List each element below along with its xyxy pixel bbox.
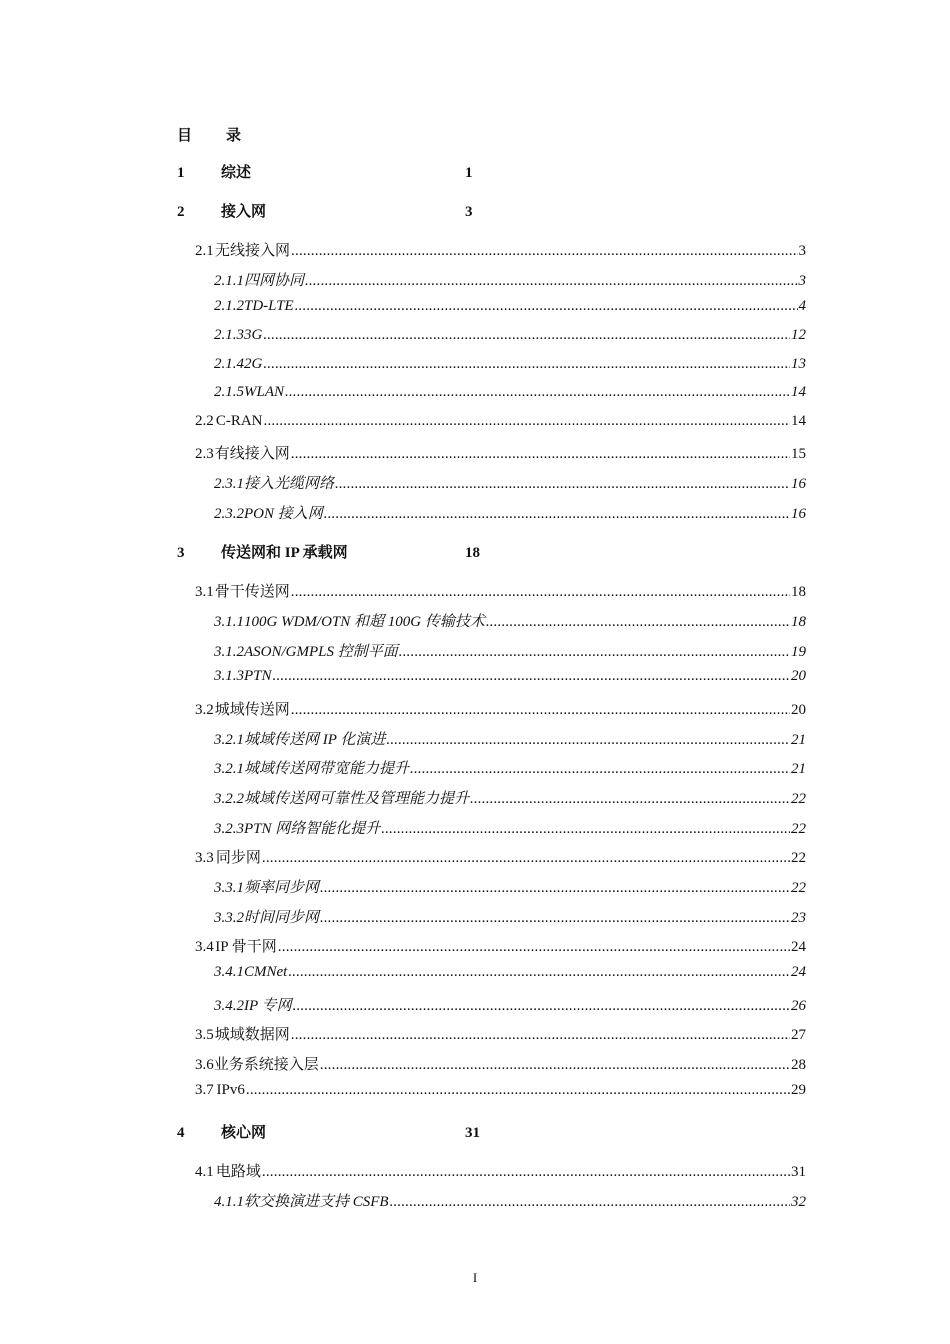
- toc-leader-dots: [278, 939, 790, 956]
- toc-entry-level-3[interactable]: [214, 384, 806, 406]
- toc-entry-number: 2.1: [195, 243, 214, 259]
- toc-entry-number: 3.2.2: [214, 791, 244, 807]
- toc-entry-level-3[interactable]: [214, 994, 806, 1016]
- toc-entry-page: 14: [791, 384, 806, 400]
- toc-entry-level-2[interactable]: [195, 442, 806, 464]
- toc-entry-level-2[interactable]: [195, 580, 806, 602]
- toc-leader-dots: [381, 821, 790, 838]
- toc-entry-number: 3.2.1: [214, 732, 244, 748]
- toc-leader-dots: [295, 298, 798, 315]
- toc-entry-page: 23: [791, 910, 806, 926]
- toc-leader-dots: [293, 998, 790, 1015]
- toc-entry-page: 20: [791, 702, 806, 718]
- toc-leader-dots: [291, 1027, 790, 1044]
- toc-entry-level-3[interactable]: [214, 906, 806, 928]
- toc-entry-page: 15: [791, 446, 806, 462]
- toc-entry-level-3[interactable]: [214, 640, 806, 662]
- toc-entry-level-3[interactable]: [214, 502, 806, 524]
- toc-entry-page: 3: [465, 204, 473, 220]
- toc-entry-number: 3.4.1: [214, 964, 244, 980]
- toc-entry-title: 综述: [221, 165, 252, 181]
- toc-entry-title: 软交换演进支持 CSFB: [244, 1194, 389, 1210]
- toc-entry-title: PTN: [244, 668, 272, 684]
- toc-entry-page: 16: [791, 506, 806, 522]
- toc-leader-dots: [264, 413, 791, 430]
- toc-entry-number: 4: [177, 1125, 185, 1141]
- toc-entry-number: 4.1.1: [214, 1194, 244, 1210]
- toc-entry-level-3[interactable]: [214, 1190, 806, 1212]
- toc-leader-dots: [390, 1194, 790, 1211]
- toc-entry-title: 接入网: [221, 204, 267, 220]
- toc-entry-level-3[interactable]: [214, 327, 806, 349]
- toc-entry-level-3[interactable]: [214, 817, 806, 839]
- toc-entry-level-1[interactable]: [177, 200, 473, 222]
- toc-entry-title: IP 骨干网: [215, 939, 277, 955]
- toc-entry-title: 城域数据网: [214, 1027, 290, 1043]
- toc-leader-dots: [324, 506, 790, 523]
- toc-entry-number: 2.3.1: [214, 476, 244, 492]
- toc-entry-number: 2.1.2: [214, 298, 244, 314]
- toc-leader-dots: [291, 702, 790, 719]
- toc-entry-number: 3.1: [195, 584, 214, 600]
- toc-entry-title: WLAN: [244, 384, 285, 400]
- toc-entry-page: 29: [791, 1082, 806, 1098]
- toc-entry-level-3[interactable]: [214, 472, 806, 494]
- toc-entry-title: 城域传送网带宽能力提升: [244, 761, 410, 777]
- toc-entry-page: 14: [791, 413, 806, 429]
- toc-entry-page: 24: [791, 964, 806, 980]
- toc-entry-page: 20: [791, 668, 806, 684]
- toc-entry-page: 28: [791, 1057, 806, 1073]
- toc-entry-page: 22: [791, 850, 806, 866]
- toc-leader-dots: [386, 732, 790, 749]
- toc-entry-number: 2.3: [195, 446, 214, 462]
- toc-leader-dots: [291, 243, 797, 260]
- toc-entry-level-2[interactable]: [195, 1053, 806, 1075]
- toc-entry-number: 2.1.4: [214, 356, 244, 372]
- toc-entry-page: 27: [791, 1027, 806, 1043]
- toc-leader-dots: [262, 1164, 790, 1181]
- toc-entry-page: 13: [791, 356, 806, 372]
- toc-entry-title: PON 接入网: [244, 506, 323, 522]
- toc-entry-page: 18: [791, 584, 806, 600]
- toc-entry-title: 骨干传送网: [214, 584, 290, 600]
- toc-entry-number: 4.1: [195, 1164, 214, 1180]
- toc-entry-title: 接入光缆网络: [244, 476, 335, 492]
- toc-entry-level-3[interactable]: [214, 876, 806, 898]
- toc-leader-dots: [285, 384, 790, 401]
- toc-entry-page: 26: [791, 998, 806, 1014]
- toc-entry-title: 有线接入网: [214, 446, 290, 462]
- toc-entry-page: 3: [798, 243, 806, 259]
- toc-entry-number: 3.1.1: [214, 614, 244, 630]
- toc-entry-title: IP 专网: [244, 998, 292, 1014]
- toc-leader-dots: [291, 584, 790, 601]
- toc-entry-title: 电路域: [215, 1164, 261, 1180]
- toc-leader-dots: [320, 880, 790, 897]
- toc-entry-page: 31: [465, 1125, 480, 1141]
- toc-entry-title: 城域传送网可靠性及管理能力提升: [244, 791, 470, 807]
- toc-entry-title: 2G: [244, 356, 263, 372]
- toc-entry-level-2[interactable]: [195, 1082, 806, 1104]
- toc-entry-page: 18: [791, 614, 806, 630]
- toc-entry-level-3[interactable]: [214, 757, 806, 779]
- toc-entry-number: 3.4.2: [214, 998, 244, 1014]
- toc-entry-title: 业务系统接入层: [213, 1057, 319, 1073]
- toc-entry-title: IPv6: [216, 1082, 245, 1098]
- toc-entry-level-3[interactable]: [214, 610, 806, 632]
- toc-entry-level-1[interactable]: [177, 1121, 480, 1143]
- toc-entry-title: 四网协同: [244, 273, 305, 289]
- toc-leader-dots: [263, 327, 790, 344]
- toc-entry-page: 22: [791, 791, 806, 807]
- toc-entry-number: 2.1.1: [214, 273, 244, 289]
- toc-entry-level-2[interactable]: [195, 413, 806, 435]
- toc-entry-title: 核心网: [221, 1125, 267, 1141]
- toc-leader-dots: [320, 910, 790, 927]
- toc-entry-title: CMNet: [244, 964, 288, 980]
- toc-entry-number: 3.4: [195, 939, 214, 955]
- toc-entry-page: 19: [791, 644, 806, 660]
- toc-entry-title: 100G WDM/OTN 和超 100G 传输技术: [244, 614, 485, 630]
- toc-leader-dots: [399, 644, 790, 661]
- toc-entry-level-3[interactable]: [214, 298, 806, 320]
- toc-leader-dots: [335, 476, 790, 493]
- toc-entry-page: 18: [465, 545, 480, 561]
- toc-entry-number: 3.3: [195, 850, 214, 866]
- toc-entry-number: 3: [177, 545, 185, 561]
- toc-entry-number: 3.1.3: [214, 668, 244, 684]
- toc-entry-number: 2.3.2: [214, 506, 244, 522]
- toc-entry-level-2[interactable]: [195, 1023, 806, 1045]
- toc-leader-dots: [410, 761, 790, 778]
- toc-entry-page: 24: [791, 939, 806, 955]
- toc-entry-number: 2.1.5: [214, 384, 244, 400]
- toc-entry-title: 无线接入网: [215, 243, 291, 259]
- toc-entry-level-3[interactable]: [214, 728, 806, 750]
- toc-entry-page: 16: [791, 476, 806, 492]
- toc-entry-number: 2.1.3: [214, 327, 244, 343]
- toc-entry-title: C-RAN: [215, 413, 263, 429]
- toc-entry-number: 1: [177, 165, 185, 181]
- toc-entry-title: 时间同步网: [244, 910, 320, 926]
- toc-entry-level-1[interactable]: [177, 541, 480, 563]
- toc-leader-dots: [246, 1082, 790, 1099]
- page-number: I: [472, 1270, 478, 1285]
- toc-entry-page: 1: [465, 165, 473, 181]
- toc-entry-title: TD-LTE: [244, 298, 294, 314]
- toc-entry-number: 2: [177, 204, 185, 220]
- toc-entry-number: 3.2.1: [214, 761, 244, 777]
- toc-entry-number: 3.6: [195, 1057, 214, 1073]
- toc-entry-title: 同步网: [215, 850, 261, 866]
- toc-entry-title: 城域传送网 IP 化演进: [244, 732, 386, 748]
- toc-entry-level-1[interactable]: [177, 161, 473, 183]
- toc-entry-number: 3.1.2: [214, 644, 244, 660]
- toc-entry-number: 3.7: [195, 1082, 214, 1098]
- toc-entry-level-3[interactable]: [214, 356, 806, 378]
- toc-entry-title: 频率同步网: [244, 880, 320, 896]
- toc-entry-level-3[interactable]: [214, 964, 806, 986]
- toc-entry-level-2[interactable]: [195, 698, 806, 720]
- toc-leader-dots: [486, 614, 790, 631]
- toc-entry-page: 4: [798, 298, 806, 314]
- toc-entry-page: 12: [791, 327, 806, 343]
- toc-leader-dots: [288, 964, 790, 981]
- toc-entry-level-2[interactable]: [195, 239, 806, 261]
- toc-entry-number: 3.3.1: [214, 880, 244, 896]
- toc-entry-title: 传送网和 IP 承载网: [221, 545, 348, 561]
- toc-leader-dots: [305, 273, 797, 290]
- toc-leader-dots: [263, 356, 790, 373]
- toc-entry-level-2[interactable]: [195, 846, 806, 868]
- toc-entry-number: 3.2.3: [214, 821, 244, 837]
- toc-entry-title: 城域传送网: [214, 702, 290, 718]
- toc-leader-dots: [262, 850, 790, 867]
- toc-leader-dots: [291, 446, 790, 463]
- toc-leader-dots: [320, 1057, 790, 1074]
- toc-heading-char-2: 录: [226, 128, 242, 144]
- toc-leader-dots: [470, 791, 790, 808]
- toc-entry-page: 22: [791, 880, 806, 896]
- toc-entry-page: 21: [791, 761, 806, 777]
- toc-heading-char-1: 目: [177, 128, 193, 144]
- toc-entry-level-2[interactable]: [195, 935, 806, 957]
- toc-entry-title: PTN 网络智能化提升: [244, 821, 381, 837]
- toc-entry-page: 22: [791, 821, 806, 837]
- toc-entry-page: 3: [798, 273, 806, 289]
- toc-entry-page: 31: [791, 1164, 806, 1180]
- toc-entry-level-3[interactable]: [214, 668, 806, 690]
- toc-entry-title: 3G: [244, 327, 263, 343]
- toc-entry-level-3[interactable]: [214, 269, 806, 291]
- toc-entry-number: 3.5: [195, 1027, 214, 1043]
- toc-entry-number: 3.3.2: [214, 910, 244, 926]
- toc-entry-page: 21: [791, 732, 806, 748]
- toc-entry-title: ASON/GMPLS 控制平面: [244, 644, 398, 660]
- toc-entry-number: 3.2: [195, 702, 214, 718]
- toc-entry-page: 32: [791, 1194, 806, 1210]
- toc-entry-number: 2.2: [195, 413, 214, 429]
- toc-leader-dots: [273, 668, 790, 685]
- toc-entry-level-2[interactable]: [195, 1160, 806, 1182]
- toc-entry-level-3[interactable]: [214, 787, 806, 809]
